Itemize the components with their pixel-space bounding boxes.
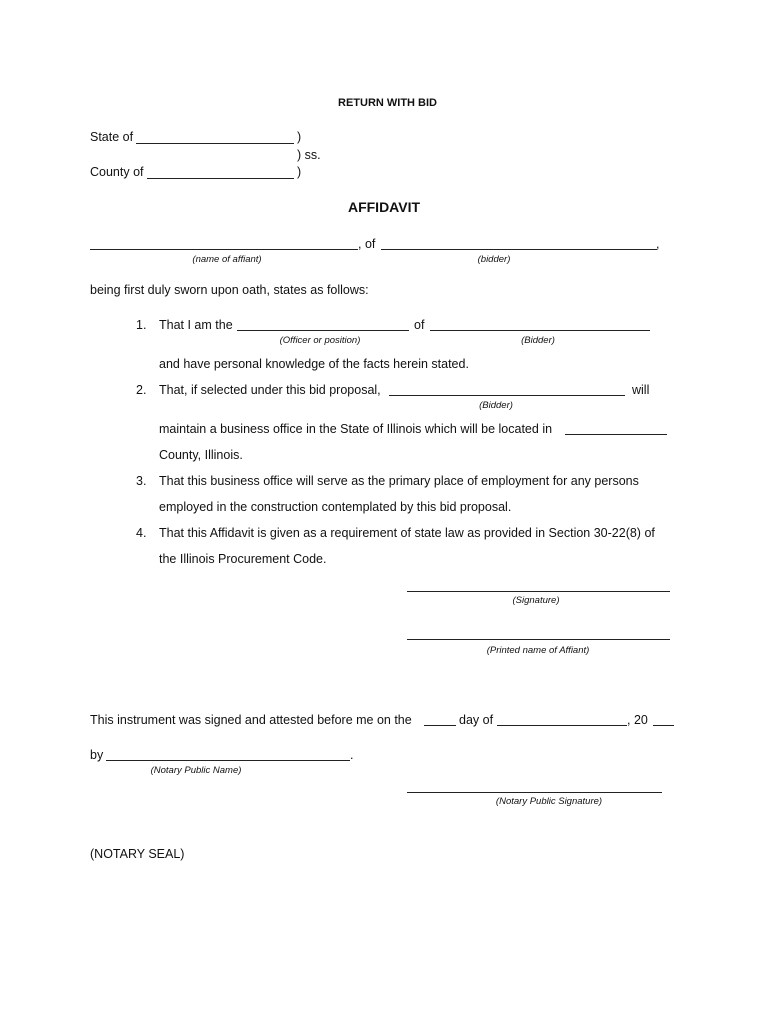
printed-name-line[interactable] [407, 639, 670, 640]
affidavit-title: AFFIDAVIT [347, 199, 421, 215]
month-blank[interactable] [497, 725, 627, 726]
bidder-blank[interactable] [381, 249, 657, 250]
item-1-bidder-caption: (Bidder) [521, 335, 555, 346]
officer-position-blank[interactable] [237, 330, 409, 331]
notary-name-blank[interactable] [106, 760, 350, 761]
item-2-continuation-2: County, Illinois. [159, 448, 243, 462]
county-blank[interactable] [147, 178, 294, 179]
signature-caption: (Signature) [512, 595, 560, 606]
item-4-number: 4. [136, 526, 147, 540]
ss-label: ) ss. [297, 148, 321, 162]
affiant-line-comma: , [656, 237, 660, 251]
signature-line[interactable] [407, 591, 670, 592]
item-2-text: That, if selected under this bid proposal, [159, 383, 381, 397]
item-2-continuation-1: maintain a business office in the State of Illinois which will be located in [159, 422, 553, 436]
item-1-bidder-blank[interactable] [430, 330, 650, 331]
notary-public-signature-caption: (Notary Public Signature) [495, 796, 603, 807]
item-1-continuation: and have personal knowledge of the facts herein stated. [159, 357, 469, 371]
item-2-bidder-caption: (Bidder) [479, 400, 513, 411]
item-4-text: That this Affidavit is given as a requirement of state law as provided in Section 30-22(8) of [159, 526, 655, 540]
item-4-continuation: the Illinois Procurement Code. [159, 552, 327, 566]
by-period: . [350, 748, 354, 762]
attest-text: This instrument was signed and attested before me on the [90, 713, 412, 727]
venue-close-paren-2: ) [297, 165, 302, 179]
year-blank[interactable] [653, 725, 674, 726]
day-blank[interactable] [424, 725, 456, 726]
item-1-number: 1. [136, 318, 147, 332]
officer-position-caption: (Officer or position) [279, 335, 361, 346]
by-label: by [90, 748, 104, 762]
venue-close-paren-1: ) [297, 130, 302, 144]
item-3-number: 3. [136, 474, 147, 488]
notary-seal-label: (NOTARY SEAL) [90, 847, 185, 861]
name-of-affiant-caption: (name of affiant) [192, 254, 262, 265]
year-prefix: , 20 [627, 713, 648, 727]
item-1-text: That I am the [159, 318, 233, 332]
item-3-text: That this business office will serve as the primary place of employment for any persons [159, 474, 639, 488]
state-blank[interactable] [136, 143, 294, 144]
of-label: , of [358, 237, 376, 251]
notary-public-name-caption: (Notary Public Name) [150, 765, 242, 776]
item-3-continuation: employed in the construction contemplated by this bid proposal. [159, 500, 512, 514]
item-2-number: 2. [136, 383, 147, 397]
notary-signature-line[interactable] [407, 792, 662, 793]
item-2-bidder-blank[interactable] [389, 395, 625, 396]
county-location-blank[interactable] [565, 434, 667, 435]
day-of-label: day of [459, 713, 494, 727]
item-2-will: will [632, 383, 650, 397]
printed-name-caption: (Printed name of Affiant) [486, 645, 590, 656]
intro-text: being first duly sworn upon oath, states as follows: [90, 283, 369, 297]
affiant-name-blank[interactable] [90, 249, 358, 250]
county-of-label: County of [90, 165, 144, 179]
bidder-caption: (bidder) [477, 254, 511, 265]
state-of-label: State of [90, 130, 134, 144]
return-with-bid-label: RETURN WITH BID [338, 97, 437, 109]
item-1-of: of [414, 318, 425, 332]
